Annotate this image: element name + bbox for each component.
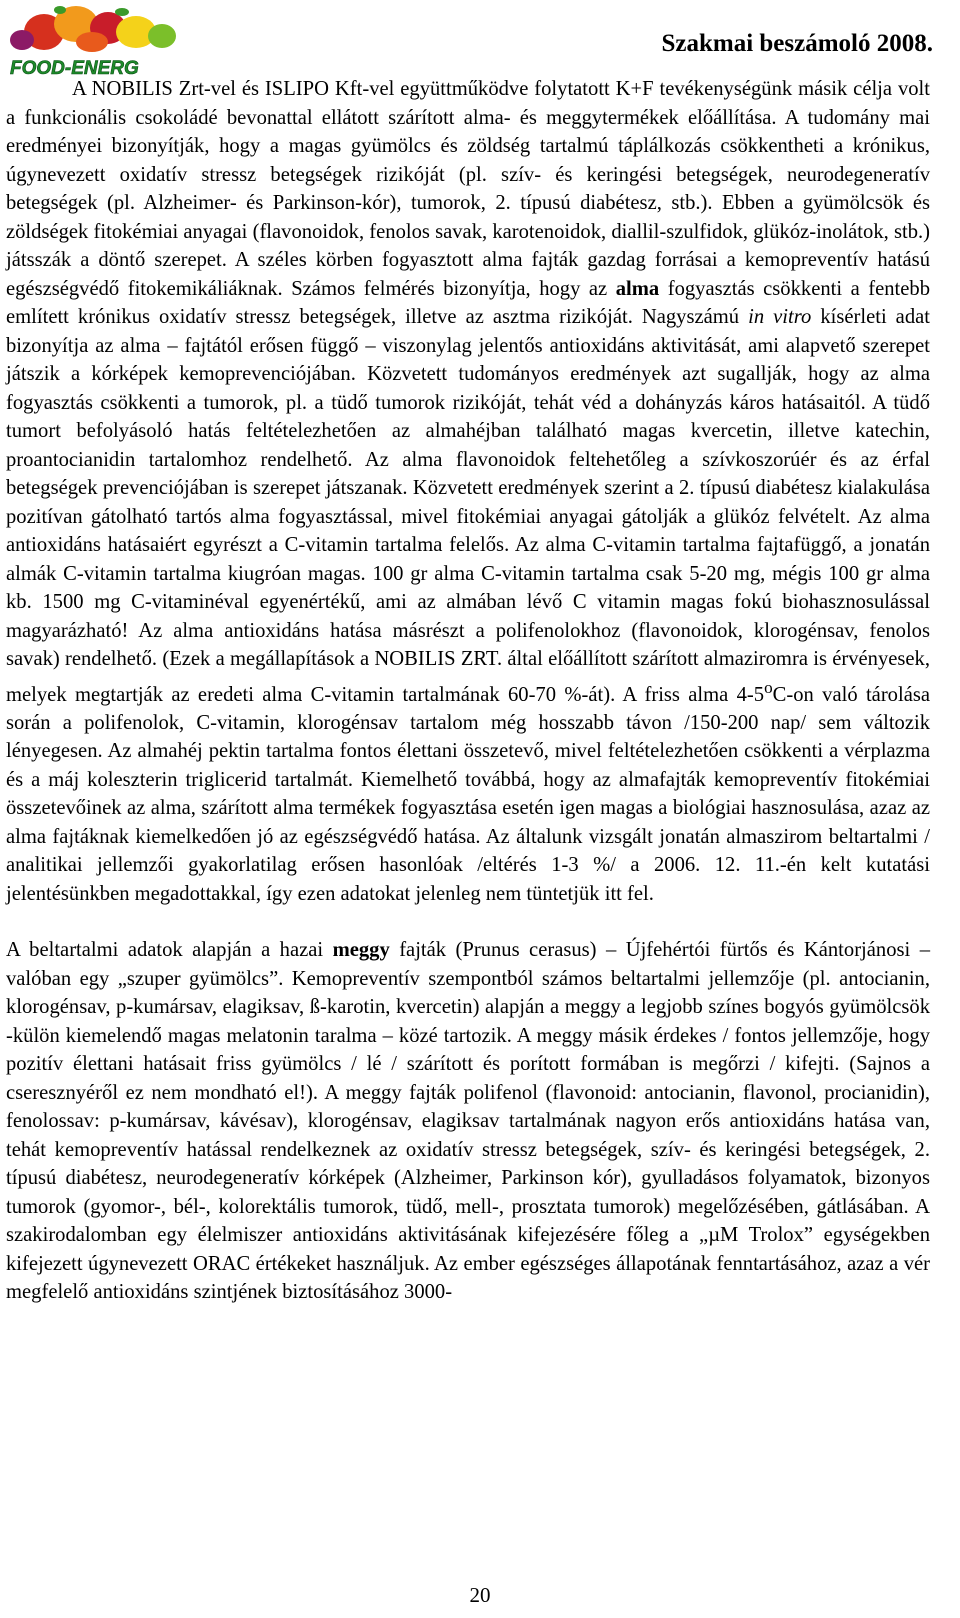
paragraph-text: fajták (Prunus cerasus) – Újfehértói fürtős és Kántorjánosi – valóban egy „szuper gyümölcs”. Kemopreventív szempontból számos beltartalmi jellemzője (pl. antocianin, klorogénsav, p-kumársav, elagiksav, ß-karotin, kvercetin) alapján a meggy a legjobb színes bogyós gyümölcsök -külön kiemelendő magas melatonin taralma – közé tartozik. A meggy másik érdekes / fontos jellemzője, hogy pozitív élettani hatásait friss gyümölcs / lé / szárított és porított formában is megőrzi / kifejti. (Sajnos a cseresznyéről ez nem mondható el!). A meggy fajták polifenol (flavonoid: antocianin, flavonol, procianidin), fenolossav: p-kumársav, kávésav), klorogénsav, elagiksav tartalmának nagyon erős antioxidáns hatása van, tehát kemopreventív hatással rendelkeznek az oxidatív stressz betegségek, szív- és keringési betegségek, 2. típusú diabétesz, neurodegeneratív kórképek (Alzheimer, Parkinson kór), gyulladásos folyamatok, bizonyos tumorok (gyomor-, bél-, kolorektális tumorok, tüdő, mell-, prosztata tumorok) megelőzésében, gátlásában. A szakirodalomban egy élelmiszer antioxidáns aktivitásának kifejezésére főleg a „µM Trolox” egységekben kifejezett úgynevezett ORAC értékeket használjuk. Az ember egészséges állapotának fenntartásához, azaz a vér megfelelő antioxidáns szintjének biztosításához 3000- [6, 939, 930, 1304]
paragraph-text: kísérleti adat bizonyítja az alma – fajtától erősen függő – viszonylag jelentős antioxidáns aktivitását, ami alapvető szerepet játszik a kórképek kemoprevenciójában. Közvetett tudományos eredmények azt sugallják, hogy az alma fogyasztás csökkenti a tumorok, pl. a tüdő tumorok rizikóját, tehát véd a dohányzás káros hatásaitól. A tüdő tumort befolyásoló hatás feltételezhetően az almahéjban található magas kvercetin, illetve katechin, proantocianidin tartalomhoz rendelhető. Az alma flavonoidok feltehetőleg a szívkoszorúér és az érfal betegségek prevenciójában is szerepet játszanak. Közvetett eredmények szerint a 2. típusú diabétesz kialakulása pozitívan gátolható tartós alma fogyasztással, mivel fitokémiai anyagai gátolják a glükóz felvételt. Az alma antioxidáns hatásaiért egyrészt a C-vitamin tartalma felelős. Az alma C-vitamin tartalma fajtafüggő, a jonatán almák C-vitamin tartalma kiugróan magas. 100 gr alma C-vitamin tartalma csak 5-20 mg, mégis 100 gr alma kb. 1500 mg C-vitaminéval egyenértékű, ami az almában lévő C vitamin magas fokú biohasznosulással magyarázható! Az alma antioxidáns hatása másrészt a polifenolokhoz (flavonoidok, klorogénsav, fenolos savak) rendelhető. (Ezek a megállapítások a NOBILIS ZRT. által előállított szárított almaziromra is érvényesek, melyek megtartják az eredeti alma C-vitamin tartalmának 60-70 %-át). A friss alma 4-5 [6, 306, 930, 706]
food-energ-logo [4, 2, 190, 82]
document-body [6, 75, 930, 1307]
paragraph-text: C-on való tárolása során a polifenolok, C-vitamin, klorogénsav tartalom még hosszabb távon /150-200 nap/ sem változik lényegesen. Az almahéj pektin tartalma fontos élettani összetevő, mivel feltételezhetően csökkenti a vérplazma és a máj koleszterin triglicerid tartalmát. Kiemelhető továbbá, hogy az almafajták kemopreventív fitokémiai összetevőinek az alma, szárított alma termékek fogyasztása esetén igen magas a biológiai hasznosulása, azaz az alma fajtáknak kiemelkedően jó az egészségvédő hatása. Az általunk vizsgált jonatán almaszirom beltartalmi / analitikai jellemzői gyakorlatilag erősen hasonlóak /eltérés 1-3 %/ a 2006. 12. 11.-én kelt kutatási jelentésünkben megadottakkal, így ezen adatokat jelenleg nem tüntetjük itt fel. [6, 683, 930, 905]
logo-text: FOOD-ENERG [10, 58, 139, 79]
bold-term-alma: alma [615, 277, 660, 300]
degree-superscript: o [764, 677, 773, 697]
paragraph-cherry [6, 936, 930, 1307]
bold-term-meggy: meggy [332, 939, 390, 962]
fruit-logo-icon [4, 2, 190, 82]
paragraph-text: A NOBILIS Zrt-vel és ISLIPO Kft-vel együttműködve folytatott K+F tevékenységünk másik célja volt a funkcionális csokoládé bevonattal ellátott szárított alma- és meggytermékek előállítása. A tudomány mai eredményei bizonyítják, hogy a magas gyümölcs és zöldség tartalmú táplálkozás csökkentheti a krónikus, úgynevezett oxidatív stressz betegségek rizikóját (pl. szív- és keringési betegségek, neurodegeneratív betegségek (pl. Alzheimer- és Parkinson-kór), tumorok, 2. típusú diabétesz, stb.). Ebben a gyümölcsök és zöldségek fitokémiai anyagai (flavonoidok, fenolos savak, karotenoidok, diallil-szulfidok, glükóz-inolátok, stb.) játsszák a döntő szerepet. A széles körben fogyasztott alma fajták gazdag forrásai a kemopreventív hatású egészségvédő fitokemikáliáknak. Számos felmérés bizonyítja, hogy az [6, 78, 930, 300]
paragraph-apple [6, 75, 930, 908]
page-number: 20 [469, 1583, 491, 1607]
italic-term-in-vitro: in vitro [748, 306, 812, 328]
report-title: Szakmai beszámoló 2008. [661, 30, 933, 57]
page-header [0, 0, 960, 86]
paragraph-text: fogyasztás csökkenti a fentebb említett krónikus oxidatív stressz betegségek, illetve az asztma rizikóját. Nagyszámú [6, 277, 930, 328]
paragraph-text: A beltartalmi adatok alapján a hazai [6, 939, 324, 962]
